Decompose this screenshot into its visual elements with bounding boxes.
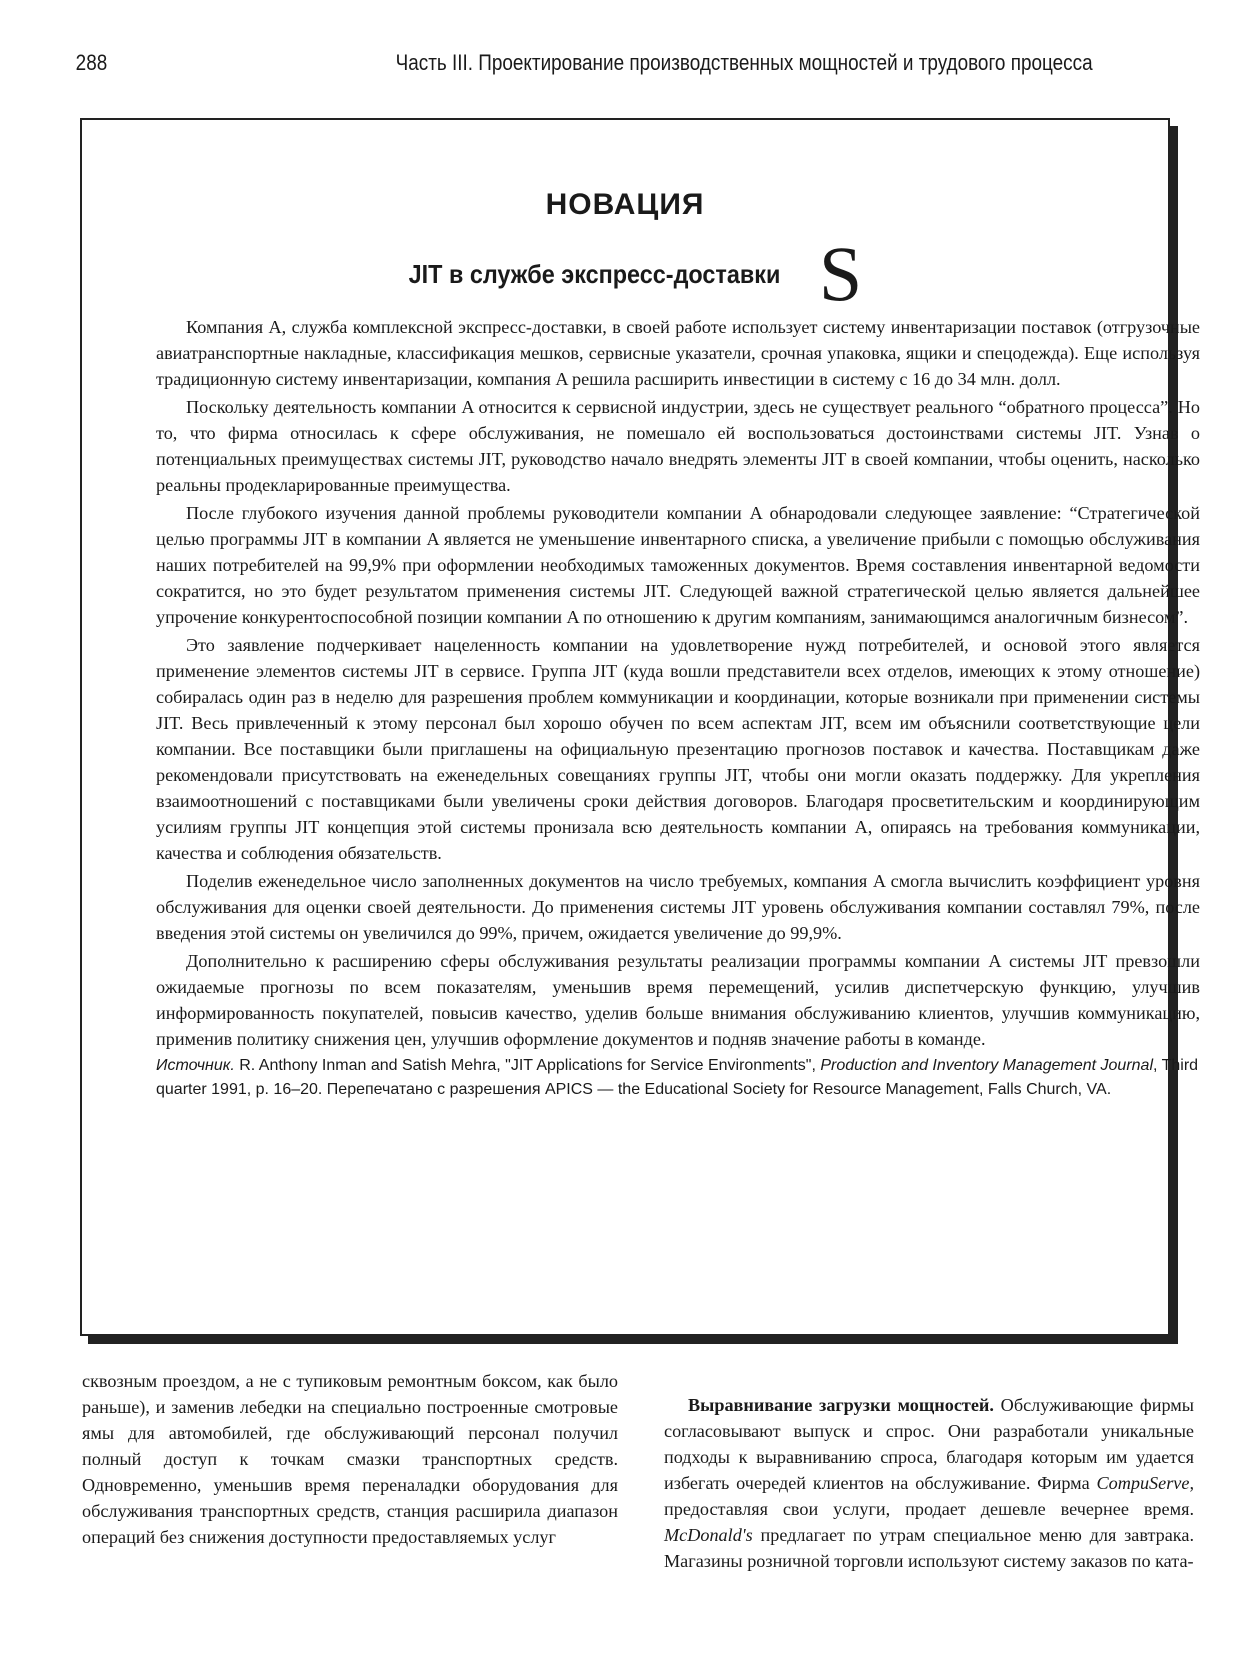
box-label: НОВАЦИЯ bbox=[545, 188, 705, 221]
source-journal: Production and Inventory Management Journal bbox=[820, 1057, 1153, 1074]
page-number: 288 bbox=[75, 50, 108, 75]
right-text-1: Обслуживающие фирмы согласовывают выпуск и спрос. Они разработали уникальные подходы к выравниванию спроса, благодаря которым им удается избегать очередей клиентов на обслуживание. Фирма bbox=[664, 1395, 1194, 1493]
right-column bbox=[664, 1392, 1194, 1574]
right-column-paragraph bbox=[664, 1392, 1194, 1574]
box-body bbox=[156, 314, 1200, 1102]
right-text-2: предоставляя свои услуги, продает дешевле вечернее время. bbox=[664, 1499, 1194, 1519]
box-title-row bbox=[82, 230, 1168, 318]
left-column bbox=[82, 1368, 618, 1550]
right-text-3: предлагает по утрам специальное меню для завтрака. Магазины розничной торговли используют систему заказов по ката- bbox=[664, 1525, 1194, 1571]
box-title: JIT в службе экспресс-доставки bbox=[408, 258, 781, 289]
box-paragraph: После глубокого изучения данной проблемы руководители компании A обнародовали следующее заявление: “Стратегической целью программы JIT в компании A является не уменьшение инвентарного списка, а увеличение прибыли с помощью обслуживания наших потребителей на 99,9% при оформлении необходимых таможенных документов. Время составления инвентарной ведомости сократится, но это будет результатом применения системы JIT. Следующей важной стратегической целью является дальнейшее упрочение конкурентоспособной позиции компании A по отношению к другим компаниям, занимающимся аналогичным бизнесом”. bbox=[156, 503, 1200, 627]
company-mcdonalds: McDonald's bbox=[664, 1525, 753, 1545]
sidebar-box bbox=[80, 118, 1200, 1336]
source-citation bbox=[156, 1054, 1200, 1102]
section-runin-heading: Выравнивание загрузки мощностей. bbox=[688, 1395, 994, 1415]
box-paragraph: Это заявление подчеркивает нацеленность компании на удовлетворение нужд потребителей, и основой этого является применение элементов системы JIT в сервисе. Группа JIT (куда вошли представители всех отделов, имеющих к этому отношение) собиралась один раз в неделю для разрешения проблем коммуникации и координации, которые возникали при применении системы JIT. Весь привлеченный к этому персонал был хорошо обучен по всем аспектам JIT, всем им объяснили соответствующие цели компании. Все поставщики были приглашены на официальную презентацию прогнозов поставок и качества. Поставщикам даже рекомендовали присутствовать на еженедельных совещаниях группы JIT, чтобы они могли оказать поддержку. Для укрепления взаимоотношений с поставщиками были увеличены сроки действия договоров. Благодаря просветительским и координирующим усилиям группы JIT концепция этой системы пронизала всю деятельность компании A, опираясь на требования коммуникации, качества и соблюдения обязательств. bbox=[156, 635, 1200, 863]
box-paragraph: Дополнительно к расширению сферы обслуживания результаты реализации программы компании A системы JIT превзошли ожидаемые прогнозы по всем показателям, уменьшив время перемещений, усилив диспетчерскую функцию, улучшив информированность покупателей, повысив качество, уделив больше внимания обслуживанию клиентов, улучшив коммуникацию, применив политику снижения цен, улучшив оформление документов и подняв значение работы в команде. bbox=[156, 951, 1200, 1049]
source-label: Источник. bbox=[156, 1057, 235, 1074]
box-paragraph: Поскольку деятельность компании A относится к сервисной индустрии, здесь не существует реального “обратного процесса”. Но то, что фирма относилась к сфере обслуживания, не помешало ей воспользоваться достоинствами системы JIT. Узнав о потенциальных преимуществах системы JIT, руководство начало внедрять элементы JIT в своей компании, чтобы оценить, насколько реальны продекларированные преимущества. bbox=[156, 397, 1200, 495]
box-paragraph: Компания A, служба комплексной экспресс-доставки, в своей работе использует систему инвентаризации поставок (отгрузочные авиатранспортные накладные, классификация мешков, сервисные указатели, срочная упаковка, ящики и спецодежда). Еще используя традиционную систему инвентаризации, компания A решила расширить инвестиции в систему с 16 до 34 млн. долл. bbox=[156, 317, 1200, 389]
service-s-icon: S bbox=[818, 230, 863, 317]
chapter-title: Часть III. Проектирование производственных мощностей и трудового процесса bbox=[395, 50, 1093, 75]
running-head bbox=[0, 50, 1093, 90]
company-compuserve: CompuServe, bbox=[1096, 1473, 1194, 1493]
source-rest: , Third quarter 1991, p. 16–20. Перепечатано с разрешения APICS — the Educational Society for Resource Management, Falls Church, VA. bbox=[156, 1057, 1199, 1098]
left-column-text: сквозным проездом, а не с тупиковым ремонтным боксом, как было раньше), и заменив лебедки на специально построенные смотровые ямы для автомобилей, где обслуживающий персонал получил полный доступ к точкам смазки транспортных средств. Одновременно, уменьшив время переналадки оборудования для обслуживания транспортных средств, станция расширила диапазон операций без снижения доступности предоставляемых услуг bbox=[82, 1371, 618, 1547]
source-authors: R. Anthony Inman and Satish Mehra, "JIT Applications for Service Environments", bbox=[234, 1057, 821, 1074]
box-paragraph: Поделив еженедельное число заполненных документов на число требуемых, компания A смогла вычислить коэффициент уровня обслуживания для оценки своей деятельности. До применения системы JIT уровень обслуживания компании составлял 79%, после введения этой системы он увеличился до 99%, причем, ожидается увеличение до 99,9%. bbox=[156, 871, 1200, 943]
